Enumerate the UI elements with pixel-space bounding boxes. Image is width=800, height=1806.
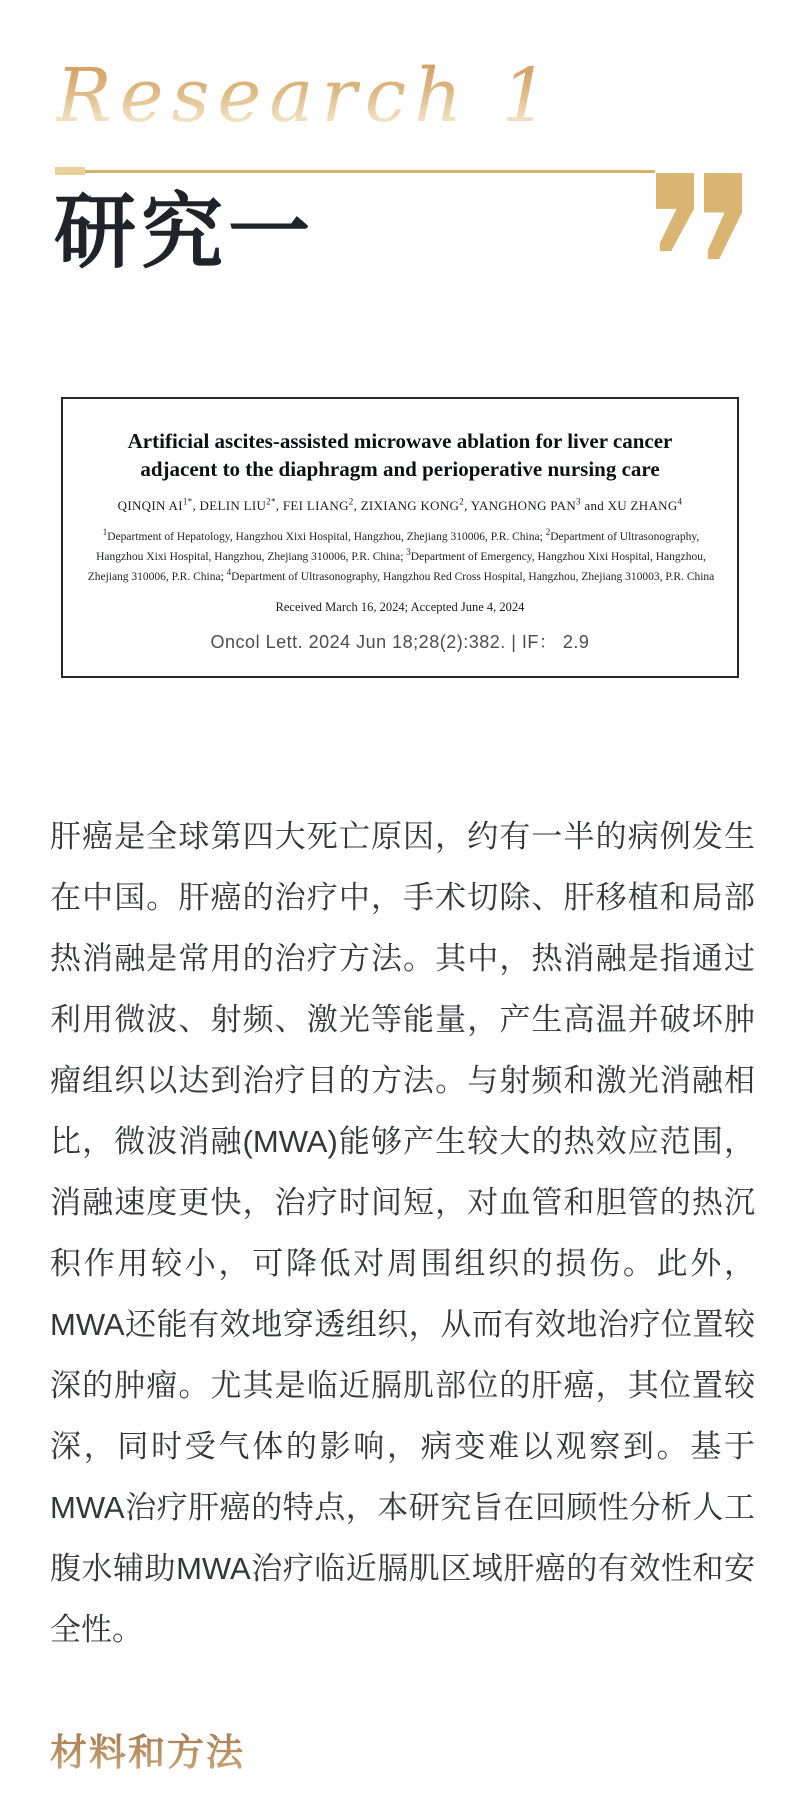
author-name: DELIN LIU <box>199 498 267 514</box>
author-sup: 2* <box>266 496 276 507</box>
author-sup: 1* <box>182 496 193 507</box>
paper-title <box>83 427 717 483</box>
affiliation-sup: 1 <box>102 527 108 538</box>
quote-comma-icon <box>704 173 742 259</box>
author-name: ZIXIANG KONG <box>360 498 460 514</box>
author-name: FEI LIANG <box>282 498 349 514</box>
rule-line <box>85 170 655 173</box>
author-sep: , <box>353 498 361 514</box>
author-name: YANGHONG PAN <box>470 498 577 514</box>
author-name: QINQIN AI <box>117 498 183 514</box>
paper-affiliations <box>83 527 719 587</box>
paper-citation-card <box>61 397 739 678</box>
quote-comma-icon <box>656 173 694 251</box>
author-sep: , <box>192 498 200 514</box>
paper-title-line1: Artificial ascites-assisted microwave ablation for liver cancer <box>127 429 673 454</box>
closing-quote-icon <box>656 173 742 259</box>
paper-journal-ref: Oncol Lett. 2024 Jun 18;28(2):382. | IF： 2.9 <box>210 632 590 653</box>
affiliation-text: Department of Ultrasonography, Hangzhou Xixi Hospital, Hangzhou, Zhejiang 310006, P.R. China; <box>96 531 700 564</box>
affiliation-text: Department of Ultrasonography, Hangzhou Red Cross Hospital, Hangzhou, Zhejiang 310003, P.R. China <box>231 571 715 584</box>
affiliation-sup: 2 <box>545 527 551 538</box>
research-script-title: Research 1 <box>56 56 616 137</box>
section-cn-title: 研究一 <box>54 187 316 279</box>
affiliation-sup: 3 <box>406 547 411 558</box>
affiliation-sup: 4 <box>226 567 232 578</box>
affiliation-text: Department of Hepatology, Hangzhou Xixi Hospital, Hangzhou, Zhejiang 310006, P.R. China; <box>107 531 546 544</box>
paper-title-line2: adjacent to the diaphragm and perioperative nursing care <box>140 457 660 482</box>
author-name: XU ZHANG <box>607 498 678 514</box>
section-heading-materials-methods: 材料和方法 <box>50 1722 245 1776</box>
divider-rule <box>55 167 655 175</box>
rule-cap <box>55 167 85 175</box>
author-sup: 2 <box>459 496 465 507</box>
author-sup: 2 <box>348 496 354 507</box>
author-sup: 4 <box>677 496 683 507</box>
author-sep: , <box>275 498 283 514</box>
author-sup: 3 <box>576 496 581 507</box>
paper-received-accepted: Received March 16, 2024; Accepted June 4, 2024 <box>275 600 525 615</box>
article-paragraph: 肝癌是全球第四大死亡原因，约有一半的病例发生在中国。肝癌的治疗中，手术切除、肝移植和局部热消融是常用的治疗方法。其中，热消融是指通过利用微波、射频、激光等能量，产生高温并破坏肿瘤组织以达到治疗目的方法。与射频和激光消融相比，微波消融(MWA)能够产生较大的热效应范围，消融速度更快，治疗时间短，对血管和胆管的热沉积作用较小，可降低对周围组织的损伤。此外，MWA还能有效地穿透组织，从而有效地治疗位置较深的肿瘤。尤其是临近膈肌部位的肝癌，其位置较深，同时受气体的影响，病变难以观察到。基于MWA治疗肝癌的特点，本研究旨在回顾性分析人工腹水辅助MWA治疗临近膈肌区域肝癌的有效性和安全性。 <box>50 819 755 1648</box>
author-sep: , <box>464 498 471 514</box>
paper-authors <box>83 498 717 514</box>
author-sep: and <box>580 498 608 514</box>
affiliation-text: Department of Emergency, Hangzhou Xixi Hospital, Hangzhou, Zhejiang 310006, P.R. China; <box>87 551 706 584</box>
